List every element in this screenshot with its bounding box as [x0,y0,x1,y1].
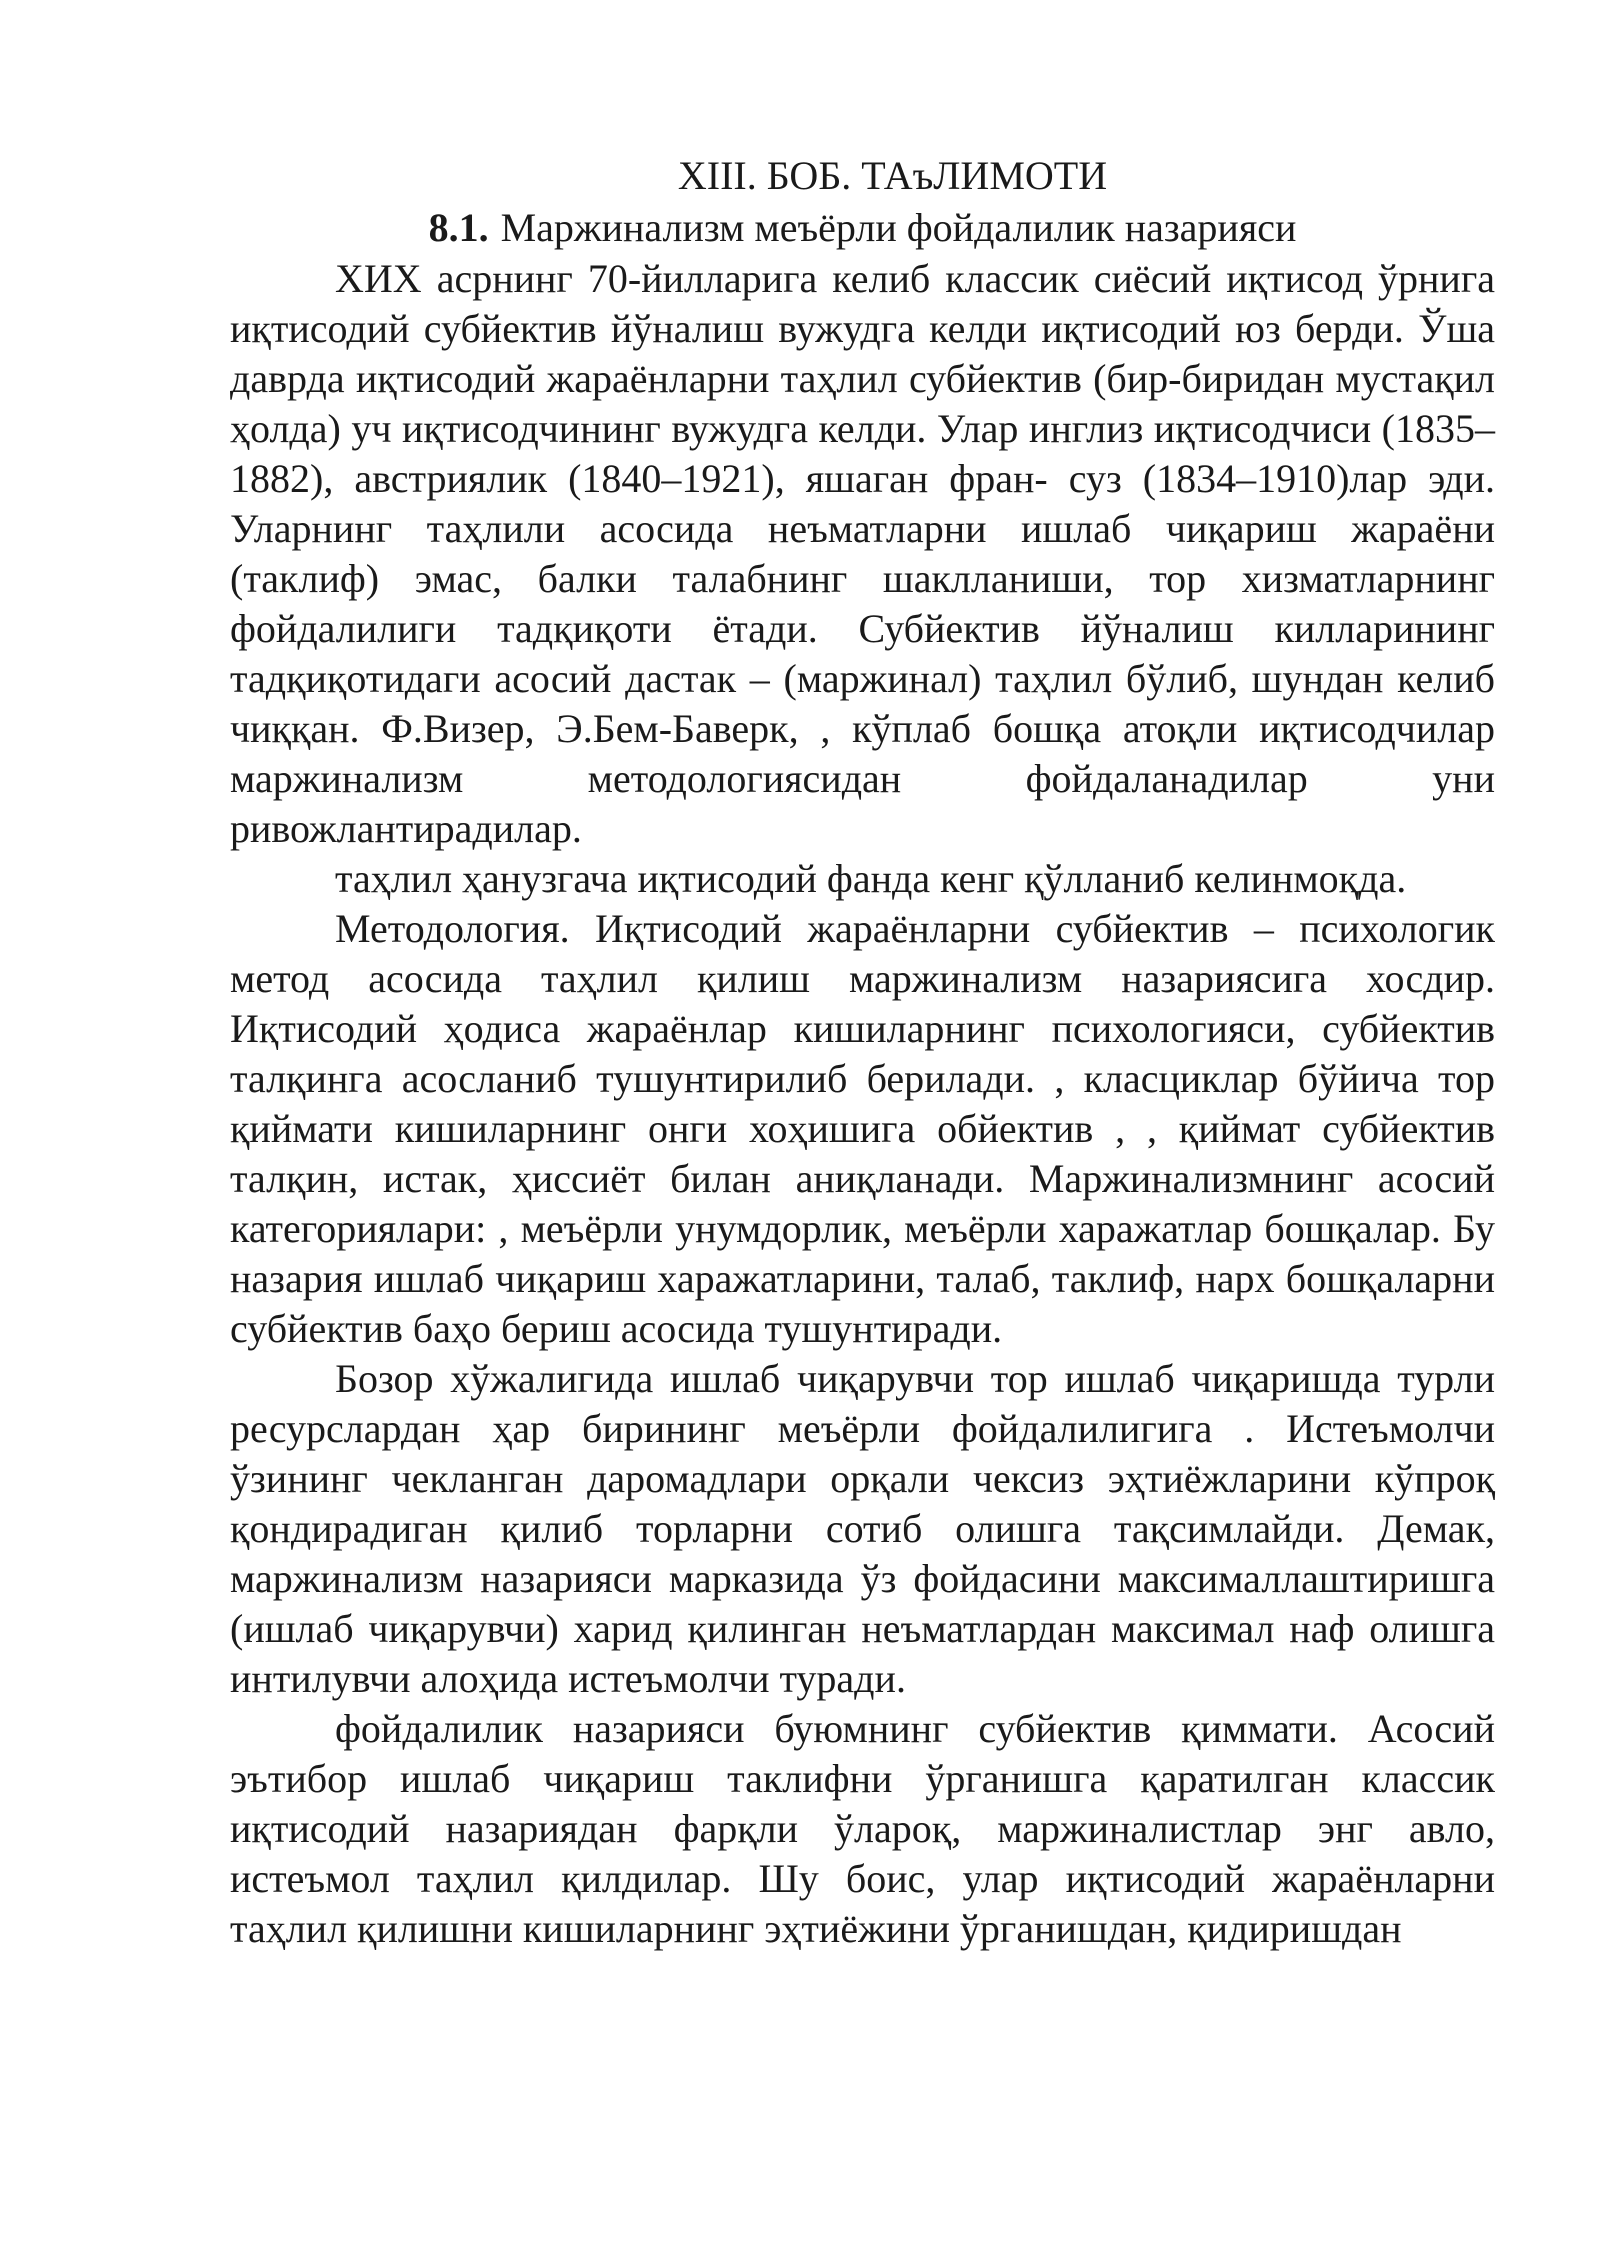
paragraph-2: таҳлил ҳанузгача иқтисодий фанда кенг қўлланиб келинмоқда. [335,856,1407,901]
paragraph-1: XИX асрнинг 70-йилларига келиб классик сиёсий иқтисод ўрнига иқтисодий субйектив йўналиш вужудга келди иқтисодий юз берди. Ўша даврда иқтисодий жараёнларни таҳлил субйектив (бир-биридан мустақил ҳолда) уч иқтисодчининг вужудга келди. Улар инглиз иқтисодчиси (1835–1882), австриялик (1840–1921), яшаган фран- суз (1834–1910)лар эди. Уларнинг таҳлили асосида неъматларни ишлаб чиқариш жараёни (таклиф) эмас, балки талабнинг шаклланиши, тор хизматларнинг фойдалилиги тадқиқоти ётади. Субйектив йўналиш килларининг тадқиқотидаги асосий дастак – (маржинал) таҳлил бўлиб, шундан келиб чиққан. Ф.Визер, Э.Бем-Баверк, , кўплаб бошқа атоқли иқтисодчилар маржинализм методологиясидан фойдаланадилар уни ривожлантирадилар. [230,256,1495,851]
paragraph-5: фойдалилик назарияси буюмнинг субйектив қиммати. Асосий эътибор ишлаб чиқариш таклифни ўрганишга қаратилган классик иқтисодий назариядан фарқли ўлароқ, маржиналистлар энг авло, истеъмол таҳлил қилдилар. Шу боис, улар иқтисодий жараёнларни таҳлил қилишни кишиларнинг эҳтиёжини ўрганишдан, қидиришдан [230,1706,1495,1951]
section-title-text: Маржинализм меъёрли фойдалилик назарияси [500,205,1297,250]
chapter-title: XIII. БОБ. ТАъЛИМОТИ [677,153,1108,198]
paragraph-4: Бозор хўжалигида ишлаб чиқарувчи тор ишлаб чиқаришда турли ресурслардан ҳар бирининг меъёрли фойдалилигига . Истеъмолчи ўзининг чекланган даромадлари орқали чексиз эҳтиёжларини кўпроқ қондирадиган қилиб торларни сотиб олишга тақсимлайди. Демак, маржинализм назарияси марказида ўз фойдасини максималлаштиришга (ишлаб чиқарувчи) харид қилинган неъматлардан максимал наф олишга интилувчи алоҳида истеъмолчи туради. [230,1356,1495,1701]
section-title [230,202,1495,254]
document-page [230,150,1495,1954]
section-number: 8.1. [428,205,489,250]
paragraph-3: Методология. Иқтисодий жараёнларни субйектив – психологик метод асосида таҳлил қилиш маржинализм назариясига хосдир. Иқтисодий ҳодиса жараёнлар кишиларнинг психологияси, субйектив талқинга асосланиб тушунтирилиб берилади. , класциклар бўйича тор қиймати кишиларнинг онги хоҳишига обйектив , , қиймат субйектив талқин, истак, ҳиссиёт билан аниқланади. Маржинализмнинг асосий категориялари: , меъёрли унумдорлик, меъёрли харажатлар бошқалар. Бу назария ишлаб чиқариш харажатларини, талаб, таклиф, нарх бошқаларни субйектив баҳо бериш асосида тушунтиради. [230,906,1495,1351]
